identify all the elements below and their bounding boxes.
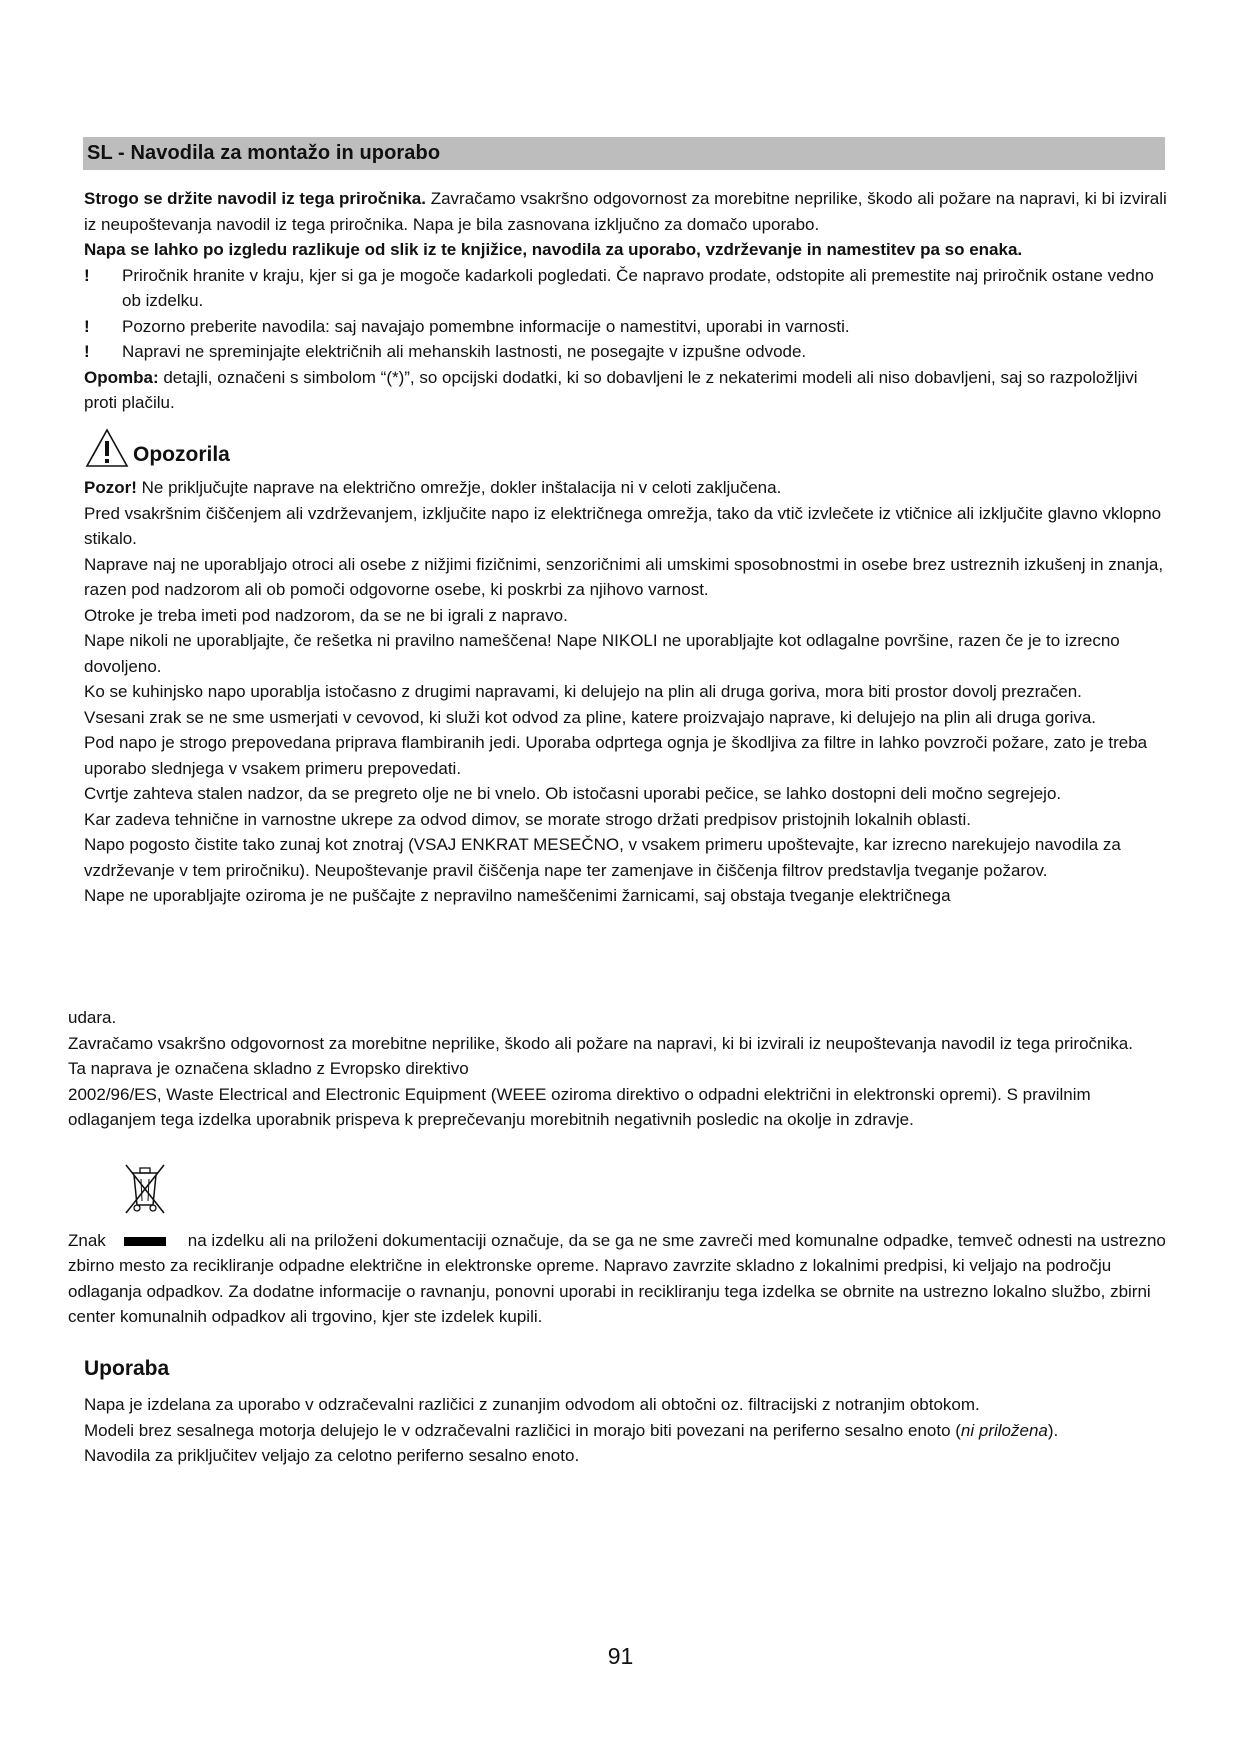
disposal-block	[68, 1005, 1174, 1330]
warning-paragraph: Pod napo je strogo prepovedana priprava flambiranih jedi. Uporaba odprtega ognja je škodljiva za filtre in lahko povzroči požare, zato je treba uporabo slednjega v vsakem primeru prepovedati.	[84, 733, 1148, 778]
usage-title: Uporaba	[84, 1357, 170, 1380]
warning-paragraph: Otroke je treba imeti pod nadzorom, da se ne bi igrali z napravo.	[84, 605, 568, 625]
intro-bullet-2: ! Pozorno preberite navodila: saj navajajo pomembne informacije o namestitvi, uporabi in varnosti.	[84, 314, 1174, 340]
warning-paragraph: Napo pogosto čistite tako zunaj kot znotraj (VSAJ ENKRAT MESEČNO, v vsakem primeru upoštevajte, kar izrecno narekujejo navodila za vzdrževanje v tem priročniku). Neupoštevanje pravil čiščenja nape ter zamenjave in čiščenja filtrov predstavlja tveganje požarov.	[84, 835, 1121, 880]
warning-paragraph: Naprave naj ne uporabljajo otroci ali osebe z nižjimi fizičnimi, senzoričnimi ali umskimi sposobnostmi in osebe brez ustreznih izkušenj in znanja, razen pod nadzorom ali ob pomoči odgovorne osebe, ki poskrbi za njihovo varnost.	[84, 554, 1164, 599]
warning-paragraph: Pozor! Ne priključujte naprave na električno omrežje, dokler inštalacija ni v celoti zaključena.	[84, 478, 782, 497]
crossed-bin-icon	[122, 1159, 166, 1217]
bullet-mark: !	[84, 342, 90, 361]
intro-note: Opomba: detajli, označeni s simbolom “(*)”, so opcijski dodatki, ki so dobavljeni le z nekaterimi modeli ali niso dobavljeni, saj so razpoložljivi proti plačilu.	[84, 367, 1138, 412]
usage-paragraph: Navodila za priključitev veljajo za celotno periferno sesalno enoto.	[84, 1446, 580, 1465]
warnings-block	[84, 475, 1174, 909]
disposal-paragraph: 2002/96/ES, Waste Electrical and Electronic Equipment (WEEE oziroma direktivo o odpadni električni in elektronski opremi). S pravilnim odlaganjem tega izdelka uporabnik prispeva k preprečevanju morebitnih negativnih posledic na okolje in zdravje.	[68, 1084, 1091, 1129]
warnings-heading	[84, 427, 484, 471]
warning-paragraph: Cvrtje zahteva stalen nadzor, da se pregreto olje ne bi vnelo. Ob istočasni uporabi pečice, se lahko dostopni deli močno segrejejo.	[84, 784, 1062, 803]
page-number: 91	[607, 1643, 634, 1669]
usage-paragraph: Napa je izdelana za uporabo v odzračevalni različici z zunanjim odvodom ali obtočni oz. filtracijski z notranjim obtokom.	[84, 1395, 980, 1414]
section-header-bar	[83, 137, 1165, 170]
intro-bullet-3: ! Napravi ne spreminjajte električnih ali mehanskih lastnosti, ne posegajte v izpušne odvode.	[84, 339, 1174, 365]
bullet-mark: !	[84, 265, 90, 285]
bullet-mark: !	[84, 316, 90, 336]
usage-block	[84, 1392, 1174, 1469]
intro-bullet-1: ! Priročnik hranite v kraju, kjer si ga je mogoče kadarkoli pogledati. Če napravo prodate, odstopite ali premestite naj priročnik ostane vedno ob izdelku.	[84, 263, 1174, 314]
warning-paragraph: Nape ne uporabljajte oziroma je ne puščajte z nepravilno nameščenimi žarnicami, saj obstaja tveganje električnega	[84, 886, 951, 905]
disposal-paragraph: Zavračamo vsakršno odgovornost za morebitne neprilike, škodo ali požare na napravi, ki bi izvirali iz neupoštevanja navodil iz tega priročnika.	[68, 1033, 1133, 1053]
intro-paragraph-1: Strogo se držite navodil iz tega priročnika. Zavračamo vsakršno odgovornost za morebitne neprilike, škodo ali požare na napravi, ki bi izvirali iz neupoštevanja navodil iz tega priročnika. Napa je bila zasnovana izključno za domačo uporabo.	[84, 189, 1167, 234]
intro-block	[84, 186, 1174, 416]
warning-paragraph: Pred vsakršnim čiščenjem ali vzdrževanjem, izključite napo iz električnega omrežja, tako da vtič izvlečete iz vtičnice ali izključite glavno vklopno stikalo.	[84, 503, 1162, 548]
warning-triangle-icon	[84, 427, 130, 469]
warning-paragraph: Ko se kuhinjsko napo uporablja istočasno z drugimi napravami, ki delujejo na plin ali druga goriva, mora biti prostor dovolj prezračen.	[84, 682, 1082, 701]
warning-paragraph: Kar zadeva tehnične in varnostne ukrepe za odvod dimov, se morate strogo držati predpisov pristojnih lokalnih oblasti.	[84, 809, 972, 829]
warning-paragraph: Nape nikoli ne uporabljajte, če rešetka ni pravilno nameščena! Nape NIKOLI ne uporabljajte kot odlagalne površine, razen če je to izrecno dovoljeno.	[84, 631, 1120, 676]
usage-paragraph: Modeli brez sesalnega motorja delujejo le v odzračevalni različici in morajo biti povezani na periferno sesalno enoto (ni priložena).	[84, 1420, 1059, 1440]
intro-paragraph-2: Napa se lahko po izgledu razlikuje od slik iz te knjižice, navodila za uporabo, vzdrževanje in namestitev pa so enaka.	[84, 240, 1023, 259]
disposal-znak-paragraph: Znak na izdelku ali na priloženi dokumentaciji označuje, da se ga ne sme zavreči med komunalne odpadke, temveč odnesti na ustrezno zbirno mesto za recikliranje odpadne električne in elektronske opreme. Napravo zavrzite skladno z lokalnimi predpisi, ki veljajo na področju odlaganja odpadkov. Za dodatne informacije o ravnanju, ponovni uporabi in recikliranju tega izdelka se obrnite na ustrezno lokalno službo, zbirni center komunalnih odpadkov ali trgovino, kjer ste izdelek kupili.	[68, 1230, 1166, 1326]
warning-paragraph: Vsesani zrak se ne sme usmerjati v cevovod, ki služi kot odvod za pline, katere proizvajajo naprave, ki delujejo na plin ali druga goriva.	[84, 707, 1097, 727]
disposal-paragraph: Ta naprava je označena skladno z Evropsko direktivo	[68, 1059, 469, 1078]
disposal-paragraph: udara.	[68, 1008, 117, 1027]
warnings-title: Opozorila	[133, 443, 230, 466]
page-title: SL - Navodila za montažo in uporabo	[87, 142, 441, 164]
underline-bar-icon	[124, 1237, 166, 1246]
